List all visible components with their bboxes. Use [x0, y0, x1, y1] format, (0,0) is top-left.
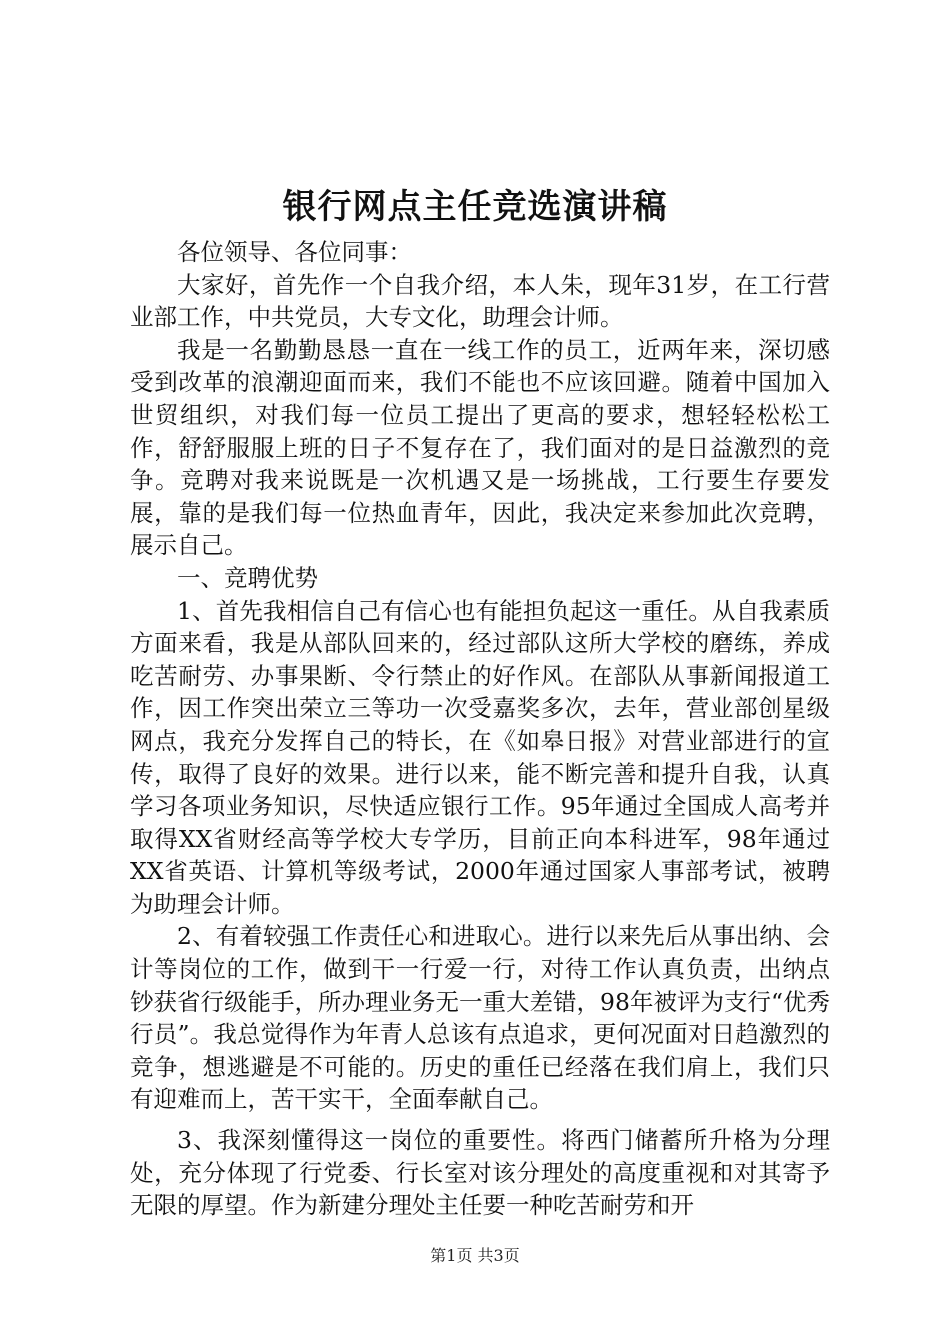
motivation-paragraph: 我是一名勤勤恳恳一直在一线工作的员工，近两年来，深切感受到改革的浪潮迎面而来，我们不能也不应该回避。随着中国加入世贸组织，对我们每一位员工提出了更高的要求，想轻轻松松工作，舒舒服服上班的日子不复存在了，我们面对的是日益激烈的竞争。竞聘对我来说既是一次机遇又是一场挑战，工行要生存要发展，靠的是我们每一位热血青年，因此，我决定来参加此次竞聘，展示自己。: [130, 335, 830, 560]
salutation-paragraph: 各位领导、各位同事：: [177, 238, 412, 266]
advantage-paragraph-2: 2、有着较强工作责任心和进取心。进行以来先后从事出纳、会计等岗位的工作，做到干一行爱一行，对待工作认真负责，出纳点钞获省行级能手，所办理业务无一重大差错，98年被评为支行“优秀行员”。我总觉得作为年青人总该有点追求，更何况面对日趋激烈的竞争，想逃避是不可能的。历史的重任已经落在我们肩上，我们只有迎难而上，苦干实干，全面奉献自己。: [130, 922, 830, 1114]
document-title: 银行网点主任竞选演讲稿: [282, 187, 668, 227]
document-body: [130, 236, 830, 1222]
section-heading-advantages: 一、竞聘优势: [177, 563, 318, 592]
advantage-paragraph-3: 3、我深刻懂得这一岗位的重要性。将西门储蓄所升格为分理处，充分体现了行党委、行长室对该分理处的高度重视和对其寄予无限的厚望。作为新建分理处主任要一种吃苦耐劳和开: [130, 1126, 830, 1220]
advantage-paragraph-1: 1、首先我相信自己有信心也有能担负起这一重任。从自我素质方面来看，我是从部队回来的，经过部队这所大学校的磨练，养成吃苦耐劳、办事果断、令行禁止的好作风。在部队从事新闻报道工作，因工作突出荣立三等功一次受嘉奖多次，去年，营业部创星级网点，我充分发挥自己的特长，在《如皋日报》对营业部进行的宣传，取得了良好的效果。进行以来，能不断完善和提升自我，认真学习各项业务知识，尽快适应银行工作。95年通过全国成人高考并取得XX省财经高等学校大专学历，目前正向本科进军，98年通过XX省英语、计算机等级考试，2000年通过国家人事部考试，被聘为助理会计师。: [130, 596, 830, 918]
self-introduction-paragraph: 大家好，首先作一个自我介绍，本人朱，现年31岁，在工行营业部工作，中共党员，大专文化，助理会计师。: [130, 270, 830, 332]
page-number-footer: 第1页 共3页: [430, 1246, 520, 1265]
